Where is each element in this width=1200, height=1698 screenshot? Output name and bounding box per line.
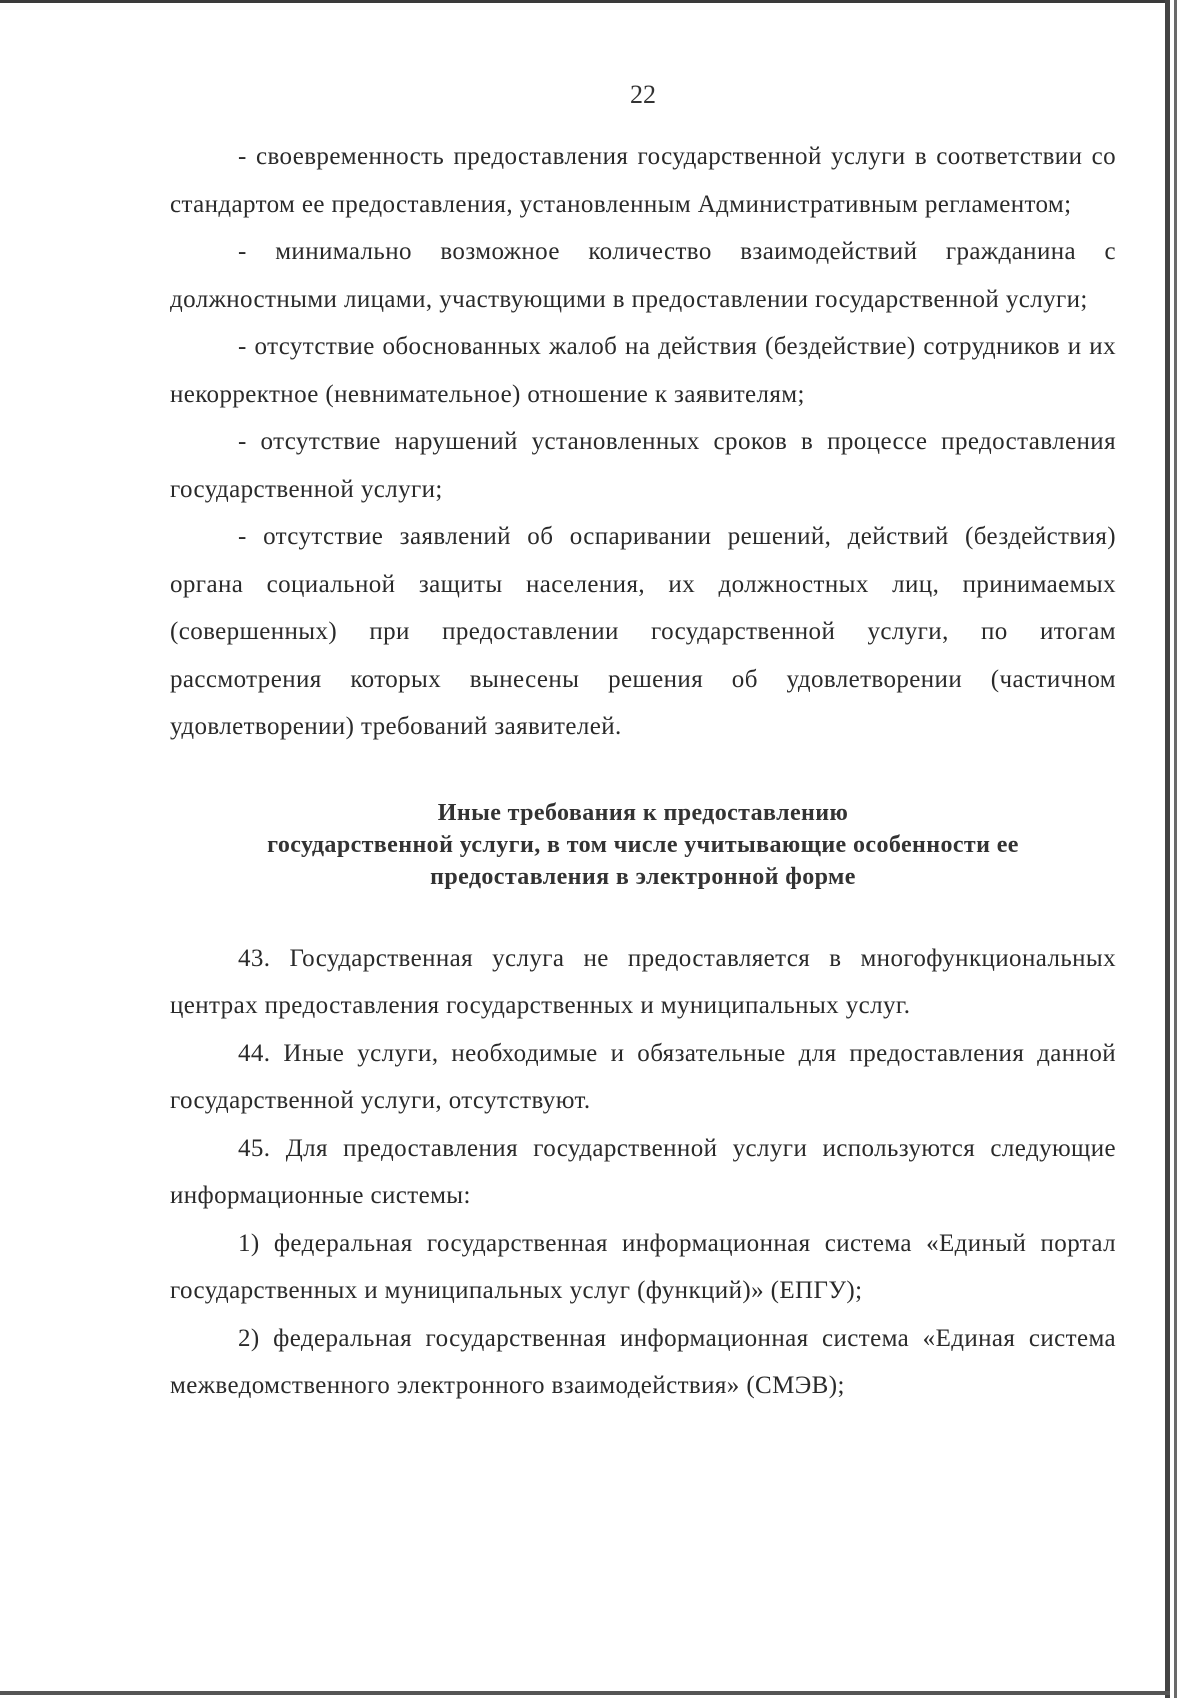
paragraph-no-deadline-violations: - отсутствие нарушений установленных сроков в процессе предоставления государственной услуги; bbox=[170, 428, 1116, 503]
list-item-smev: 2) федеральная государственная информационная система «Единая система межведомственного электронного взаимодействия» (СМЭВ); bbox=[170, 1324, 1116, 1399]
document-body bbox=[170, 133, 1116, 1410]
paragraph-minimal-interactions: - минимально возможное количество взаимодействий гражданина с должностными лицами, участвующими в предоставлении государственной услуги; bbox=[170, 238, 1116, 313]
paragraph-43: 43. Государственная услуга не предоставляется в многофункциональных центрах предоставления государственных и муниципальных услуг. bbox=[170, 944, 1116, 1019]
list-item-epgu: 1) федеральная государственная информационная система «Единый портал государственных и муниципальных услуг (функций)» (ЕПГУ); bbox=[170, 1229, 1116, 1304]
paragraph-no-disputes: - отсутствие заявлений об оспаривании решений, действий (бездействия) органа социальной защиты населения, их должностных лиц, принимаемых (совершенных) при предоставлении государственной услуги, по итогам рассмотрения которых вынесены решения об удовлетворении (частичном удовлетворении) требований заявителей. bbox=[170, 523, 1116, 740]
scan-edge-bottom bbox=[0, 1691, 1170, 1695]
paragraph-timeliness: - своевременность предоставления государственной услуги в соответствии со стандартом ее предоставления, установленным Административным регламентом; bbox=[170, 143, 1116, 218]
scan-edge-right bbox=[1165, 0, 1170, 1698]
paragraph-no-complaints: - отсутствие обоснованных жалоб на действия (бездействие) сотрудников и их некорректное (невнимательное) отношение к заявителям; bbox=[170, 333, 1116, 408]
page-number: 22 bbox=[630, 80, 656, 109]
section-heading bbox=[170, 797, 1116, 893]
scan-edge-right-inner bbox=[1174, 0, 1177, 1698]
scan-edge-top bbox=[0, 0, 1168, 3]
paragraph-45: 45. Для предоставления государственной услуги используются следующие информационные системы: bbox=[170, 1134, 1116, 1209]
section-heading-line-1: Иные требования к предоставлению bbox=[437, 799, 849, 826]
paragraph-44: 44. Иные услуги, необходимые и обязательные для предоставления данной государственной услуги, отсутствуют. bbox=[170, 1039, 1116, 1114]
section-heading-line-3: предоставления в электронной форме bbox=[430, 863, 856, 890]
section-heading-line-2: государственной услуги, в том числе учитывающие особенности ее bbox=[267, 831, 1019, 858]
